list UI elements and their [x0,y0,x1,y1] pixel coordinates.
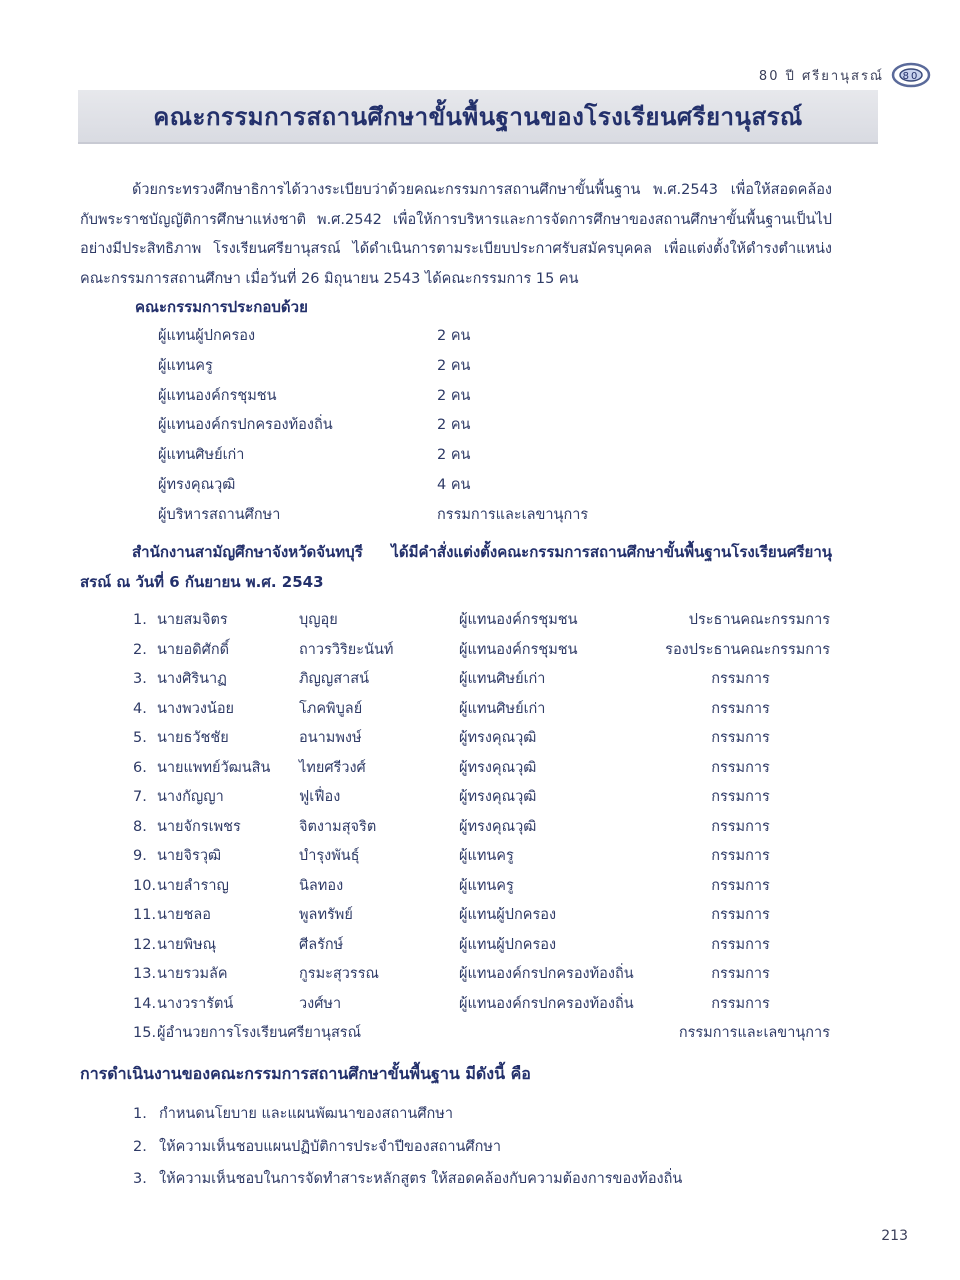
member-row [133,695,833,725]
intro-text: ด้วยกระทรวงศึกษาธิการได้วางระเบียบว่าด้วยคณะกรรมการสถานศึกษาขั้นพื้นฐาน พ.ศ.2543 เพื่อให้สอดคล้องกับพระราชบัญญัติการศึกษาแห่งชาติ พ.ศ.2542 เพื่อให้การบริหารและการจัดการศึกษาของสถานศึกษาขั้นพื้นฐานเป็นไปอย่างมีประสิทธิภาพ โรงเรียนศรียานุสรณ์ ได้ดำเนินการตามระเบียบประกาศรับสมัครบุคคล เพื่อแต่งตั้งให้ดำรงตำแหน่งคณะกรรมการสถานศึกษา เมื่อวันที่ 26 มิถุนายน 2543 ได้คณะกรรมการ 15 คน [80,182,832,287]
operations-item-number: 2. [133,1138,147,1155]
member-number: 3. [133,671,147,687]
member-representation: ผู้แทนองค์กรปกครองท้องถิ่น [459,995,634,1012]
member-representation: ผู้แทนองค์กรชุมชน [459,612,578,628]
member-representation: ผู้แทนองค์กรชุมชน [459,641,578,658]
member-director: ผู้อำนวยการโรงเรียนศรียานุสรณ์ [157,1025,362,1041]
member-row [133,724,833,754]
member-first-name: นายธวัชชัย [157,730,229,746]
member-row [133,960,833,990]
member-first-name: นายจักรเพชร [157,818,241,835]
composition-role: ผู้แทนครู [158,357,213,374]
member-first-name: นายรวมลัค [157,966,228,982]
member-number: 7. [133,789,147,805]
member-last-name: โภคพิบูลย์ [299,700,363,717]
member-first-name: นางพวงน้อย [157,700,235,717]
member-representation: ผู้แทนองค์กรปกครองท้องถิ่น [459,966,634,982]
ribbon-80-logo-icon [890,60,932,90]
member-representation: ผู้แทนศิษย์เก่า [459,700,546,717]
composition-count: 4 คน [437,476,471,493]
member-last-name: บุญอุย [299,612,338,628]
member-row [133,872,833,902]
member-number: 13. [133,966,157,982]
member-position: รองประธานคณะกรรมการ [665,641,830,658]
member-last-name: กูรมะสุวรรณ [299,966,379,982]
composition-count: 2 คน [437,447,471,464]
operations-item-text: ให้ความเห็นชอบแผนปฏิบัติการประจำปีของสถานศึกษา [159,1138,502,1155]
member-last-name: วงศ์ษา [299,995,342,1012]
member-position: กรรมการ [711,936,770,953]
member-first-name: นางศิรินาฏ [157,671,227,687]
member-row [133,842,833,872]
composition-row [158,441,658,471]
member-position: กรรมการ [711,700,770,717]
member-row [133,754,833,784]
member-position: กรรมการและเลขานุการ [678,1025,830,1041]
intro-paragraph [80,176,832,294]
page-number: 213 [881,1228,908,1244]
composition-role: ผู้แทนศิษย์เก่า [158,447,245,464]
composition-row [158,471,658,501]
member-last-name: ภิญญสาสน์ [299,671,370,687]
member-last-name: อนามพงษ์ [299,730,362,746]
member-position: กรรมการ [711,730,770,746]
composition-role: ผู้แทนองค์กรชุมชน [158,387,277,404]
operations-item-text: ให้ความเห็นชอบในการจัดทำสาระหลักสูตร ให้สอดคล้องกับความต้องการของท้องถิ่น [159,1171,683,1187]
member-row [133,931,833,961]
member-first-name: นายอดิศักดิ์ [157,641,230,658]
member-last-name: ฟูเฟื่อง [299,789,341,805]
composition-row [158,352,658,382]
member-number: 11. [133,907,157,923]
member-number: 2. [133,641,147,658]
member-number: 5. [133,730,147,746]
member-representation: ผู้ทรงคุณวุฒิ [459,818,537,835]
title-band [78,90,878,144]
member-number: 14. [133,995,157,1012]
member-representation: ผู้ทรงคุณวุฒิ [459,730,537,746]
composition-role: ผู้บริหารสถานศึกษา [158,506,281,523]
member-position: ประธานคณะกรรมการ [688,612,830,628]
member-representation: ผู้แทนศิษย์เก่า [459,671,546,687]
member-last-name: จิตงามสุจริต [299,818,377,835]
member-last-name: ถาวรวิริยะนันท์ [299,641,394,658]
member-number: 1. [133,612,147,628]
member-number: 12. [133,936,157,953]
member-last-name: ศีลรักษ์ [299,936,344,953]
member-list [133,606,833,1049]
composition-count: 2 คน [437,417,471,434]
member-last-name: นิลทอง [299,877,344,894]
member-first-name: นายชลอ [157,907,211,923]
member-row [133,1019,833,1049]
composition-list [158,322,658,531]
member-last-name: พูลทรัพย์ [299,907,353,923]
member-last-name: ไทยศรีวงศ์ [299,759,366,776]
composition-role: ผู้ทรงคุณวุฒิ [158,476,236,493]
member-row [133,636,833,666]
operations-list [133,1098,833,1196]
member-row [133,990,833,1020]
member-row [133,813,833,843]
composition-role: ผู้แทนองค์กรปกครองท้องถิ่น [158,417,333,434]
operations-item [133,1098,833,1131]
member-position: กรรมการ [711,818,770,835]
member-number: 9. [133,848,147,864]
operations-item [133,1163,833,1196]
member-last-name: บำรุงพันธุ์ [299,848,360,864]
operations-item-number: 3. [133,1171,147,1187]
composition-count: 2 คน [437,357,471,374]
member-first-name: นายพิษณุ [157,936,217,953]
member-position: กรรมการ [711,848,770,864]
appointment-order-text: สำนักงานสามัญศึกษาจังหวัดจันทบุรี ได้มีคำสั่งแต่งตั้งคณะกรรมการสถานศึกษาขั้นพื้นฐานโรงเรียนศรียานุสรณ์ ณ วันที่ 6 กันยายน พ.ศ. 2543 [80,543,832,591]
member-row [133,783,833,813]
member-row [133,665,833,695]
operations-item [133,1131,833,1164]
operations-heading: การดำเนินงานของคณะกรรมการสถานศึกษาขั้นพื้นฐาน มีดังนี้ คือ [80,1064,531,1083]
operations-item-number: 1. [133,1106,147,1122]
member-number: 15. [133,1025,157,1041]
member-position: กรรมการ [711,966,770,982]
composition-count: กรรมการและเลขานุการ [437,506,589,523]
composition-role: ผู้แทนผู้ปกครอง [158,328,256,344]
member-position: กรรมการ [711,995,770,1012]
header-brand [759,60,932,90]
member-position: กรรมการ [711,789,770,805]
member-position: กรรมการ [711,671,770,687]
composition-heading: คณะกรรมการประกอบด้วย [135,298,308,316]
appointment-order-paragraph [80,537,832,597]
member-position: กรรมการ [711,907,770,923]
member-number: 6. [133,759,147,776]
member-position: กรรมการ [711,759,770,776]
brand-text: 80 ปี ศรียานุสรณ์ [758,68,884,84]
member-first-name: นายสมจิตร [157,612,228,628]
composition-row [158,382,658,412]
member-number: 8. [133,818,147,835]
member-first-name: นายจิรวุฒิ [157,848,222,864]
member-representation: ผู้แทนผู้ปกครอง [459,907,557,923]
member-first-name: นายลำราญ [157,877,229,894]
operations-item-text: กำหนดนโยบาย และแผนพัฒนาของสถานศึกษา [159,1106,454,1122]
member-representation: ผู้แทนครู [459,848,514,864]
member-number: 4. [133,700,147,717]
member-row [133,901,833,931]
composition-row [158,411,658,441]
member-representation: ผู้ทรงคุณวุฒิ [459,789,537,805]
member-number: 10. [133,877,157,894]
page-title: คณะกรรมการสถานศึกษาขั้นพื้นฐานของโรงเรียนศรียานุสรณ์ [153,102,803,131]
member-representation: ผู้แทนผู้ปกครอง [459,936,557,953]
member-first-name: นางกัญญา [157,789,224,805]
composition-count: 2 คน [437,328,471,344]
composition-count: 2 คน [437,387,471,404]
member-first-name: นายแพทย์วัฒนสิน [157,759,271,776]
member-representation: ผู้ทรงคุณวุฒิ [459,759,537,776]
member-position: กรรมการ [711,877,770,894]
member-representation: ผู้แทนครู [459,877,514,894]
composition-row [158,322,658,352]
composition-row [158,501,658,531]
svg-text:80: 80 [902,71,920,82]
member-first-name: นางวรารัตน์ [157,995,234,1012]
member-row [133,606,833,636]
